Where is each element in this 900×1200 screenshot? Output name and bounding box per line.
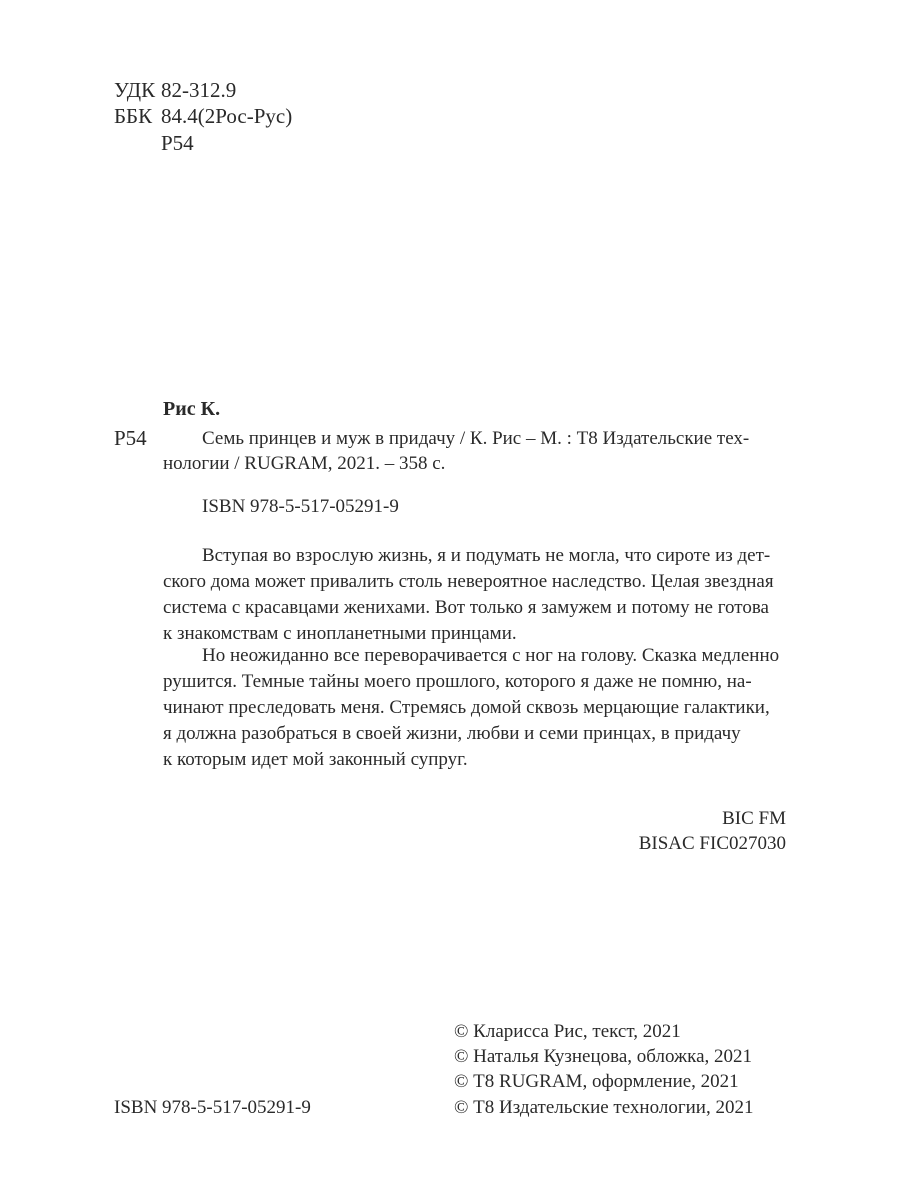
udc-value: 82-312.9: [161, 78, 237, 102]
udc-label: УДК: [114, 78, 156, 102]
annotation-line: система с красавцами женихами. Вот только я замужем и потому не готова: [163, 597, 769, 618]
author-sign-value: Р54: [161, 131, 194, 155]
bisac-code: BISAC FIC027030: [638, 833, 786, 854]
author-sign: Р54: [114, 426, 147, 450]
annotation-line: ского дома может привалить столь невероятное наследство. Целая звездная: [163, 571, 774, 592]
annotation-line: рушится. Темные тайны моего прошлого, которого я даже не помню, на-: [163, 671, 752, 692]
bbk-label: ББК: [114, 104, 153, 128]
bbk-value: 84.4(2Рос-Рус): [161, 104, 293, 128]
copyright-line: © Т8 Издательские технологии, 2021: [454, 1097, 754, 1118]
author-heading: Рис К.: [163, 398, 221, 420]
annotation-line: Но неожиданно все переворачивается с ног на голову. Сказка медленно: [202, 645, 780, 666]
copyright-line: © Т8 RUGRAM, оформление, 2021: [454, 1071, 739, 1092]
isbn-footer: ISBN 978-5-517-05291-9: [114, 1097, 311, 1118]
copyright-line: © Кларисса Рис, текст, 2021: [454, 1021, 681, 1042]
bibliographic-line-1: Семь принцев и муж в придачу / К. Рис – М. : Т8 Издательские тех-: [202, 428, 750, 449]
bibliographic-line-2: нологии / RUGRAM, 2021. – 358 с.: [163, 453, 446, 474]
annotation-line: чинают преследовать меня. Стремясь домой сквозь мерцающие галактики,: [163, 697, 770, 718]
bbk-row: [114, 104, 292, 129]
isbn-record: ISBN 978-5-517-05291-9: [202, 496, 399, 517]
copyright-line: © Наталья Кузнецова, обложка, 2021: [454, 1046, 752, 1067]
annotation-line: Вступая во взрослую жизнь, я и подумать не могла, что сироте из дет-: [202, 545, 771, 566]
annotation-line: к знакомствам с инопланетными принцами.: [163, 623, 517, 644]
bic-code: BIC FM: [722, 808, 786, 829]
udc-row: [114, 78, 236, 103]
annotation-line: к которым идет мой законный супруг.: [163, 749, 468, 770]
author-sign-row: [114, 131, 194, 156]
annotation-line: я должна разобраться в своей жизни, любви и семи принцах, в придачу: [163, 723, 741, 744]
